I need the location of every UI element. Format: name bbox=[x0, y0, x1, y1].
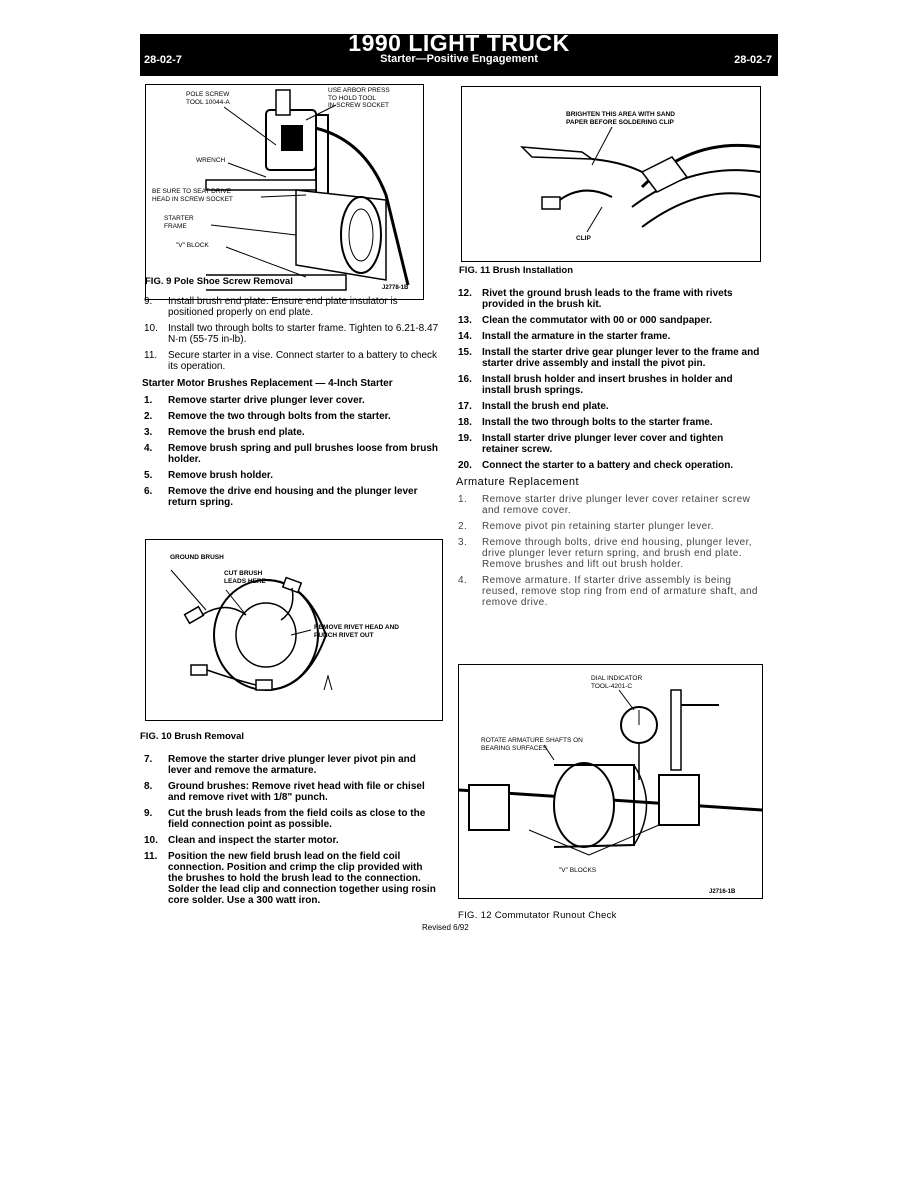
step-item: 1. Remove starter drive plunger lever cover retainer screw and remove cover. bbox=[458, 494, 751, 516]
clip-label: CLIP bbox=[576, 235, 591, 242]
revised-date: Revised 6/92 bbox=[422, 923, 469, 932]
fig9-caption: FIG. 9 Pole Shoe Screw Removal bbox=[145, 276, 293, 287]
arbor-press-label: USE ARBOR PRESS TO HOLD TOOL IN SCREW SOCKET bbox=[328, 87, 390, 109]
step-item: 9. Install brush end plate. Ensure end plate insulator is positioned properly on end plate. bbox=[144, 296, 398, 318]
step-item: 11. Position the new field brush lead on the field coil connection. Position and crimp the clip provided with the brushes to hold the brush lead to the connection. Solder the lead clip and connection together using rosin core solder. Use a 300 watt iron. bbox=[144, 851, 436, 906]
page-title: 1990 LIGHT TRUCK bbox=[348, 30, 570, 56]
fig9-code: J2778-1B bbox=[382, 285, 409, 291]
page-header bbox=[140, 30, 778, 74]
fig12-code: J2716-1B bbox=[709, 889, 736, 895]
seat-drive-label: BE SURE TO SEAT DRIVE HEAD IN SCREW SOCKET bbox=[152, 188, 233, 203]
fig12-illustration bbox=[458, 664, 763, 899]
step-item: 17. Install the brush end plate. bbox=[458, 401, 609, 412]
step-item: 4. Remove armature. If starter drive assembly is being reused, remove stop ring from end of armature shaft, and remove drive. bbox=[458, 575, 758, 608]
step-item: 8. Ground brushes: Remove rivet head with file or chisel and remove rivet with 1/8" punch. bbox=[144, 781, 425, 803]
step-item: 1. Remove starter drive plunger lever cover. bbox=[144, 395, 365, 406]
starter-frame-label: STARTER FRAME bbox=[164, 215, 194, 230]
left-steps-block-2 bbox=[140, 754, 440, 911]
step-item: 12. Rivet the ground brush leads to the frame with rivets provided in the brush kit. bbox=[458, 288, 733, 310]
step-item: 2. Remove the two through bolts from the starter. bbox=[144, 411, 391, 422]
step-item: 3. Remove through bolts, drive end housing, plunger lever, drive plunger lever return spring, and brush end plate. Remove brushes and lift out brush holder. bbox=[458, 537, 752, 570]
step-item: 14. Install the armature in the starter frame. bbox=[458, 331, 671, 342]
dial-indicator-label: DIAL INDICATOR TOOL-4201-C bbox=[591, 675, 643, 690]
remove-rivet-label: REMOVE RIVET HEAD AND PUNCH RIVET OUT bbox=[314, 624, 399, 639]
fig10-illustration bbox=[145, 539, 443, 721]
step-item: 2. Remove pivot pin retaining starter plunger lever. bbox=[458, 521, 714, 532]
step-item: 4. Remove brush spring and pull brushes loose from brush holder. bbox=[144, 443, 439, 465]
fig11-caption: FIG. 11 Brush Installation bbox=[459, 265, 574, 276]
step-item: 13. Clean the commutator with 00 or 000 sandpaper. bbox=[458, 315, 713, 326]
rotate-shafts-label: ROTATE ARMATURE SHAFTS ON BEARING SURFACES bbox=[481, 737, 583, 752]
section-code-left: 28-02-7 bbox=[144, 54, 182, 66]
fig11-illustration bbox=[461, 86, 761, 262]
step-item: 20. Connect the starter to a battery and check operation. bbox=[458, 460, 734, 471]
step-item: 3. Remove the brush end plate. bbox=[144, 427, 305, 438]
ground-brush-label: GROUND BRUSH bbox=[170, 554, 224, 561]
step-item: 10. Install two through bolts to starter frame. Tighten to 6.21-8.47 N·m (55-75 in-lb). bbox=[144, 323, 439, 345]
v-blocks-label: "V" BLOCKS bbox=[559, 867, 597, 874]
commutator-runout-drawing bbox=[459, 665, 762, 898]
step-item: 15. Install the starter drive gear plunger lever to the frame and starter drive assembly and install the pivot pin. bbox=[458, 347, 760, 369]
brighten-area-label: BRIGHTEN THIS AREA WITH SAND PAPER BEFORE SOLDERING CLIP bbox=[566, 111, 675, 126]
fig10-caption: FIG. 10 Brush Removal bbox=[140, 731, 245, 742]
brush-replacement-heading: Starter Motor Brushes Replacement — 4-Inch Starter bbox=[142, 378, 393, 389]
step-item: 6. Remove the drive end housing and the plunger lever return spring. bbox=[144, 486, 418, 508]
step-item: 18. Install the two through bolts to the starter frame. bbox=[458, 417, 713, 428]
left-steps-block bbox=[140, 296, 440, 513]
page-subtitle: Starter—Positive Engagement bbox=[380, 53, 538, 65]
fig12-caption: FIG. 12 Commutator Runout Check bbox=[458, 910, 617, 921]
wrench-label: WRENCH bbox=[196, 157, 226, 164]
pole-screw-label: POLE SCREW TOOL 10044-A bbox=[186, 91, 230, 106]
manual-page bbox=[140, 30, 778, 932]
right-steps-block bbox=[454, 288, 762, 613]
armature-replacement-heading: Armature Replacement bbox=[456, 476, 580, 488]
step-item: 10. Clean and inspect the starter motor. bbox=[144, 835, 339, 846]
step-item: 19. Install starter drive plunger lever cover and tighten retainer screw. bbox=[458, 433, 724, 455]
step-item: 5. Remove brush holder. bbox=[144, 470, 274, 481]
step-item: 7. Remove the starter drive plunger lever pivot pin and lever and remove the armature. bbox=[144, 754, 416, 776]
step-item: 16. Install brush holder and insert brushes in holder and install brush springs. bbox=[458, 374, 733, 396]
step-item: 11. Secure starter in a vise. Connect starter to a battery to check its operation. bbox=[144, 350, 438, 372]
section-code-right: 28-02-7 bbox=[734, 54, 772, 66]
cut-leads-label: CUT BRUSH LEADS HERE bbox=[224, 570, 266, 585]
step-item: 9. Cut the brush leads from the field coils as close to the field connection point as possible. bbox=[144, 808, 426, 830]
header-rule bbox=[140, 74, 778, 76]
fig9-illustration bbox=[145, 84, 424, 300]
v-block-label: "V" BLOCK bbox=[176, 242, 209, 249]
